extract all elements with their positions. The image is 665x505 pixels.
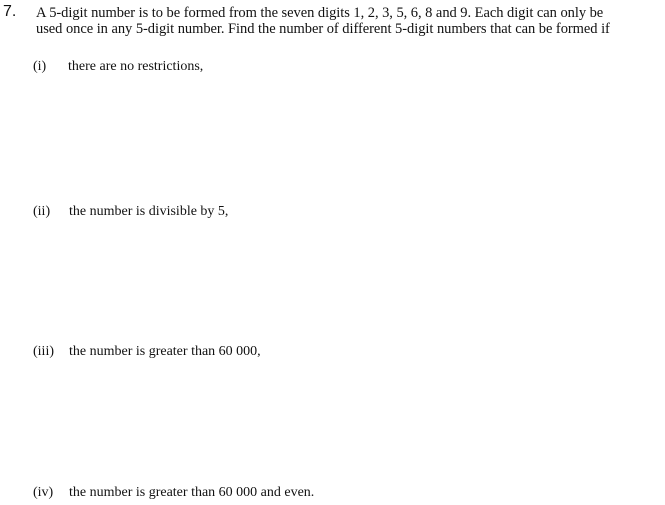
question-part-ii xyxy=(33,203,228,221)
part-label: (iv) xyxy=(33,485,54,500)
question-stem-line-2: used once in any 5-digit number. Find the number of different 5-digit numbers that can be formed if xyxy=(36,21,610,37)
part-text: the number is divisible by 5, xyxy=(69,204,229,219)
part-text: the number is greater than 60 000 and even. xyxy=(69,485,315,500)
part-label: (iii) xyxy=(33,344,54,359)
part-text: the number is greater than 60 000, xyxy=(69,344,261,359)
part-text: there are no restrictions, xyxy=(68,59,204,74)
question-part-i xyxy=(33,58,203,76)
question-stem-line-1: A 5-digit number is to be formed from the seven digits 1, 2, 3, 5, 6, 8 and 9. Each digit can only be xyxy=(36,5,604,21)
part-label: (ii) xyxy=(33,204,51,219)
question-part-iv xyxy=(33,484,314,502)
part-label: (i) xyxy=(33,59,47,74)
question-number: 7. xyxy=(3,3,17,20)
question-part-iii xyxy=(33,343,261,361)
